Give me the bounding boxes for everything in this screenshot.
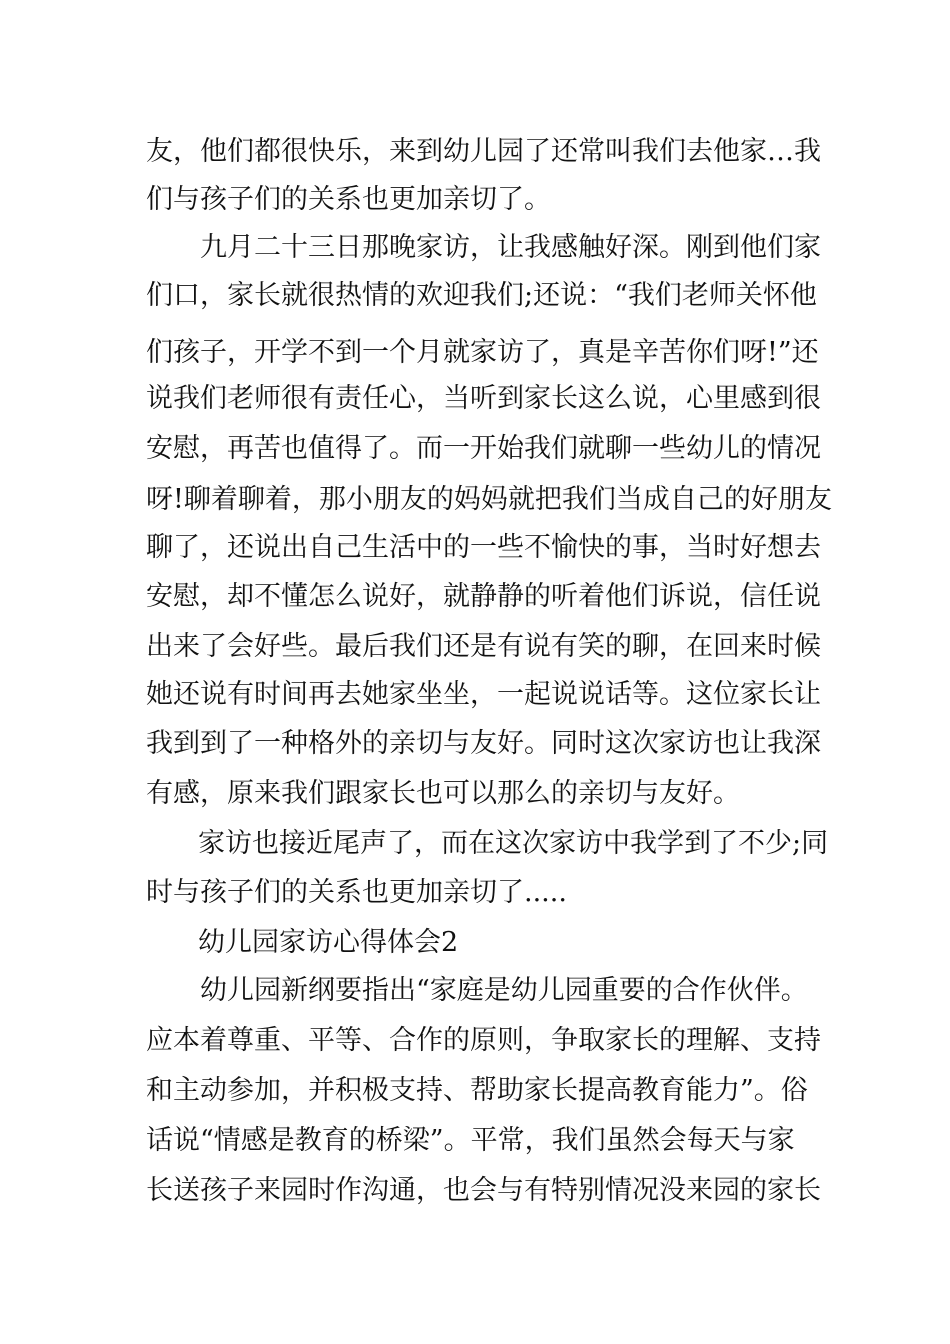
text-line: 安慰，再苦也值得了。而一开始我们就聊一些幼儿的情况 <box>146 433 821 464</box>
text-line: 她还说有时间再去她家坐坐，一起说说话等。这位家长让 <box>146 679 821 710</box>
text-line: 家访也接近尾声了，而在这次家访中我学到了不少;同 <box>198 828 829 859</box>
text-line: 们孩子，开学不到一个月就家访了，真是辛苦你们呀!”还 <box>146 337 819 368</box>
text-line: 有感，原来我们跟家长也可以那么的亲切与友好。 <box>146 778 740 809</box>
text-line: 长送孩子来园时作沟通，也会与有特别情况没来园的家长 <box>146 1175 821 1206</box>
text-line: 说我们老师很有责任心，当听到家长这么说，心里感到很 <box>146 383 821 414</box>
text-line: 友，他们都很快乐，来到幼儿园了还常叫我们去他家…我 <box>146 136 821 167</box>
text-line: 时与孩子们的关系也更加亲切了..... <box>146 877 567 908</box>
text-line: 幼儿园新纲要指出“家庭是幼儿园重要的合作伙伴。 <box>200 975 808 1006</box>
text-line: 九月二十三日那晚家访，让我感触好深。刚到他们家 <box>200 232 821 263</box>
text-line: 话说“情感是教育的桥梁”。平常，我们虽然会每天与家 <box>146 1125 795 1156</box>
text-line: 出来了会好些。最后我们还是有说有笑的聊，在回来时候 <box>146 631 821 662</box>
text-line: 们与孩子们的关系也更加亲切了。 <box>146 184 551 215</box>
text-line: 应本着尊重、平等、合作的原则，争取家长的理解、支持 <box>146 1025 821 1056</box>
text-line: 安慰，却不懂怎么说好，就静静的听着他们诉说，信任说 <box>146 581 821 612</box>
text-line: 我到到了一种格外的亲切与友好。同时这次家访也让我深 <box>146 728 821 759</box>
text-line: 呀!聊着聊着，那小朋友的妈妈就把我们当成自己的好朋友 <box>146 484 832 515</box>
text-line: 们口，家长就很热情的欢迎我们;还说：“我们老师关怀他 <box>146 280 817 311</box>
section-heading: 幼儿园家访心得体会2 <box>198 927 459 958</box>
text-line: 和主动参加，并积极支持、帮助家长提高教育能力”。俗 <box>146 1075 808 1106</box>
text-line: 聊了，还说出自己生活中的一些不愉快的事，当时好想去 <box>146 532 821 563</box>
